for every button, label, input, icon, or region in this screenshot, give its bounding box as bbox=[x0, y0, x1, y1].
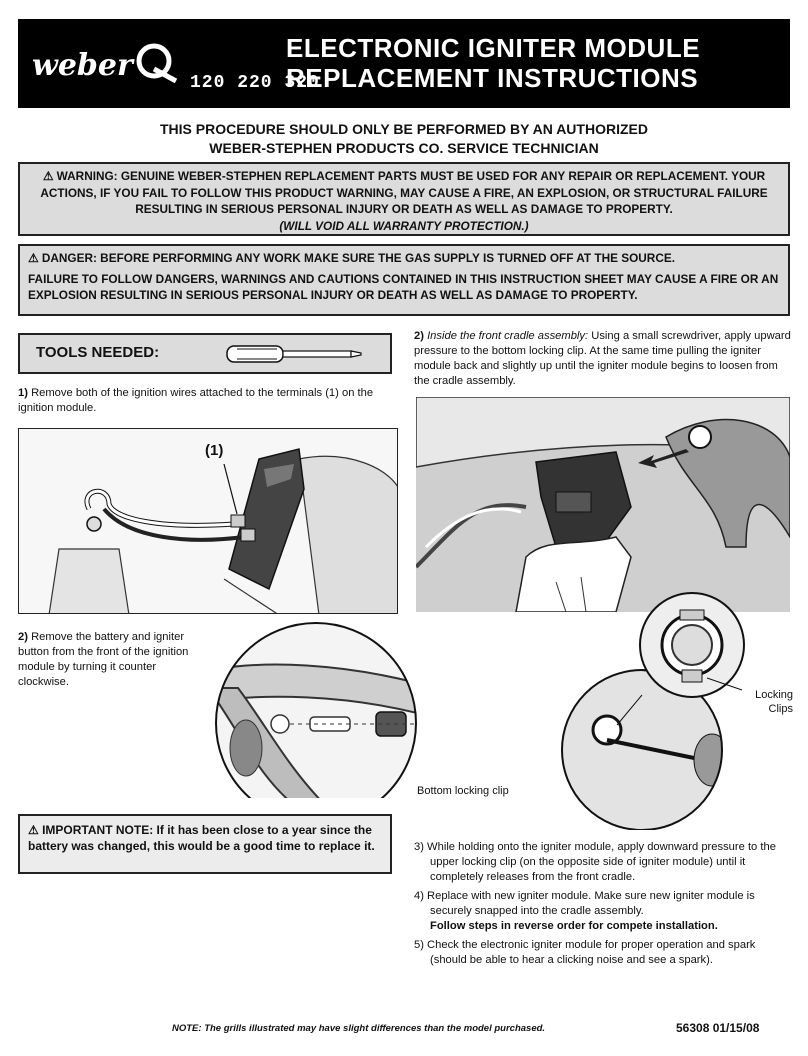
step-2-number: 2) bbox=[18, 631, 28, 643]
authorized-line-1: THIS PROCEDURE SHOULD ONLY BE PERFORMED BY AN AUTHORIZED bbox=[160, 121, 648, 137]
step-1 bbox=[18, 386, 398, 416]
warning-box bbox=[18, 162, 790, 236]
danger-line-2: FAILURE TO FOLLOW DANGERS, WARNINGS AND CAUTIONS CONTAINED IN THIS INSTRUCTION SHEET MAY CAUSE A FIRE OR AN EXPLOSION RESULTING IN SERIOUS PERSONAL INJURY OR DEATH AS WELL AS DAMAGE TO PROPERTY. bbox=[28, 271, 779, 302]
step-2r-italic: Inside the front cradle assembly: bbox=[427, 330, 589, 342]
step-1-text: Remove both of the ignition wires attached to the terminals (1) on the ignition module. bbox=[18, 387, 374, 414]
warranty-note: (WILL VOID ALL WARRANTY PROTECTION.) bbox=[279, 218, 529, 233]
model-numbers: 120 220 320 bbox=[190, 73, 320, 93]
step-2r-number: 2) bbox=[414, 330, 424, 342]
step-4-text: 4) Replace with new igniter module. Make sure new igniter module is securely snapped into the cradle assembly. bbox=[414, 890, 755, 917]
danger-box bbox=[18, 244, 790, 316]
page-title bbox=[286, 33, 700, 93]
figure-igniter-module-removal bbox=[416, 397, 790, 612]
step-4 bbox=[414, 889, 794, 934]
step-2-cradle bbox=[414, 329, 794, 389]
step-2r-text: Using a small screwdriver, apply upward pressure to the bottom locking clip. At the same time pulling the igniter module back and slightly up until the igniter module begins to loosen from the cradle assembly. bbox=[414, 330, 791, 387]
danger-line-1: ⚠ DANGER: BEFORE PERFORMING ANY WORK MAKE SURE THE GAS SUPPLY IS TURNED OFF AT THE SOURCE. bbox=[28, 251, 675, 265]
locking-clips-callout: Locking Clips bbox=[755, 689, 793, 715]
terminal-callout: (1) bbox=[205, 442, 224, 459]
important-note-box bbox=[18, 814, 392, 874]
step-1-number: 1) bbox=[18, 387, 28, 399]
warning-text: ⚠ WARNING: GENUINE WEBER-STEPHEN REPLACEMENT PARTS MUST BE USED FOR ANY REPAIR OR REPLACEMENT. YOUR ACTIONS, IF YOU FAIL TO FOLLOW THIS PRODUCT WARNING, MAY CAUSE A FIRE, AN EXPLOSION, OR STRUCTURAL FAILURE RESULTING IN SERIOUS PERSONAL INJURY OR DEATH AS WELL AS DAMAGE TO PROPERTY. bbox=[40, 169, 768, 216]
title-line-1: ELECTRONIC IGNITER MODULE bbox=[286, 33, 701, 63]
tools-needed-box bbox=[18, 333, 392, 374]
step-5: 5) Check the electronic igniter module for proper operation and spark (should be able to hear a clicking noise and see a spark). bbox=[414, 939, 756, 966]
footer-note: NOTE: The grills illustrated may have slight differences than the model purchased. bbox=[172, 1023, 546, 1034]
title-line-2: REPLACEMENT INSTRUCTIONS bbox=[286, 63, 699, 93]
step-2-battery bbox=[18, 630, 198, 690]
step-4-bold: Follow steps in reverse order for compete installation. bbox=[430, 920, 718, 932]
step-2-text: Remove the battery and igniter button from the front of the ignition module by turning it counter clockwise. bbox=[18, 631, 189, 688]
important-note-text: ⚠ IMPORTANT NOTE: If it has been close to a year since the battery was changed, this would be a good time to replace it. bbox=[28, 823, 375, 853]
authorized-line-2: WEBER-STEPHEN PRODUCTS CO. SERVICE TECHNICIAN bbox=[209, 140, 599, 156]
figure-battery-removal bbox=[198, 618, 436, 798]
steps-3-to-5 bbox=[414, 840, 794, 972]
svg-text:weber: weber bbox=[32, 48, 133, 83]
bottom-locking-clip-callout: Bottom locking clip bbox=[417, 785, 509, 797]
header-banner bbox=[18, 19, 790, 108]
document-code: 56308 01/15/08 bbox=[676, 1021, 760, 1035]
tools-label: TOOLS NEEDED: bbox=[36, 344, 160, 361]
screwdriver-icon bbox=[225, 340, 365, 368]
step-3: 3) While holding onto the igniter module, apply downward pressure to the upper locking clip (on the opposite side of igniter module) until it completely releases from the front cradle. bbox=[414, 841, 776, 883]
authorized-notice bbox=[18, 120, 790, 158]
weber-logo bbox=[30, 39, 180, 89]
